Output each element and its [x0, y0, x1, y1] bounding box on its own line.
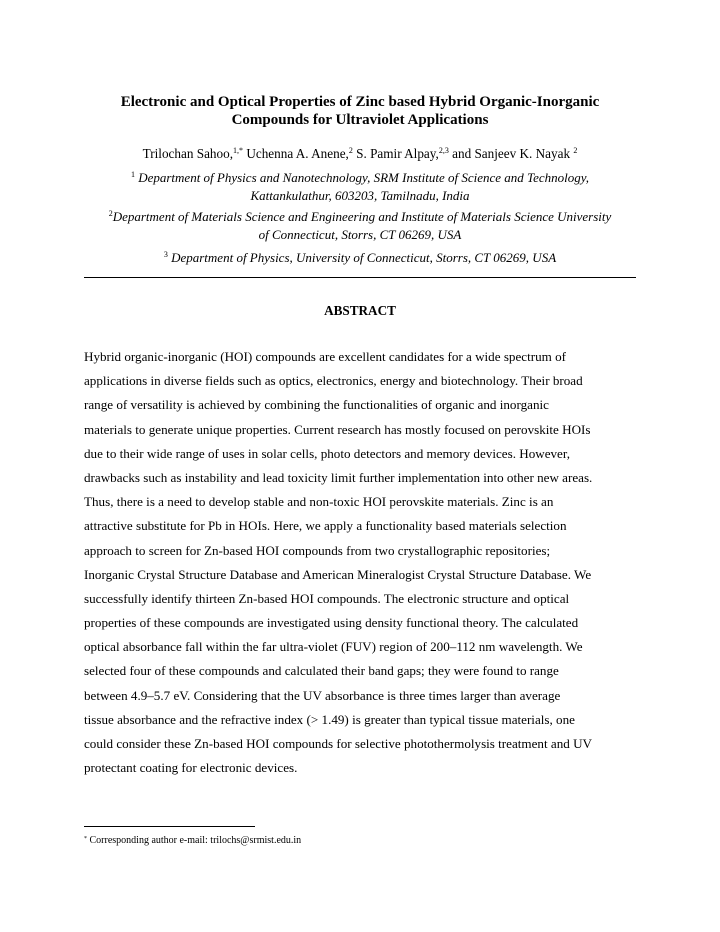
affiliation-mark: 3	[163, 250, 168, 259]
abstract-line: protectant coating for electronic devices.	[84, 760, 298, 776]
abstract-line: selected four of these compounds and calculated their band gaps; they were found to range	[84, 663, 559, 679]
abstract-line: could consider these Zn-based HOI compounds for selective photothermolysis treatment and UV	[84, 736, 592, 751]
abstract-line: due to their wide range of uses in solar cells, photo detectors and memory devices. However,	[84, 445, 570, 461]
author-affiliation-mark: 2	[348, 146, 353, 155]
author-affiliation-mark: 2,3	[438, 146, 449, 155]
author-name: Trilochan Sahoo,	[142, 146, 234, 161]
abstract-line: attractive substitute for Pb in HOIs. Here, we apply a functionality based materials selection	[84, 518, 567, 534]
affiliation-line: of Connecticut, Storrs, CT 06269, USA	[258, 227, 462, 242]
author-name: S. Pamir Alpay,	[356, 146, 439, 161]
footnote-divider	[84, 826, 255, 827]
affiliation-line: Department of Materials Science and Engineering and Institute of Materials Science University	[112, 209, 612, 224]
header-divider	[84, 277, 636, 278]
abstract-body	[84, 349, 644, 784]
author-affiliation-mark: 2	[573, 146, 578, 155]
corresponding-author-footnote	[84, 835, 301, 847]
author-name: Uchenna A. Anene,	[246, 146, 349, 161]
abstract-line: Thus, there is a need to develop stable and non-toxic HOI perovskite materials. Zinc is an	[84, 494, 554, 510]
footnote-text: Corresponding author e-mail: trilochs@srmist.edu.in	[89, 835, 302, 846]
affiliation-line: Department of Physics and Nanotechnology, SRM Institute of Science and Technology,	[138, 170, 590, 185]
abstract-line: optical absorbance fall within the far ultra-violet (FUV) region of 200–112 nm wavelength. We	[84, 639, 583, 655]
affiliation-mark: 1	[130, 170, 135, 179]
abstract-line: applications in diverse fields such as optics, electronics, energy and biotechnology. Their broad	[84, 373, 583, 389]
affiliation-3	[70, 249, 650, 267]
abstract-line: materials to generate unique properties. Current research has mostly focused on perovskite HOIs	[84, 421, 591, 437]
affiliation-line: Kattankulathur, 603203, Tamilnadu, India	[250, 188, 470, 203]
affiliation-line: Department of Physics, University of Connecticut, Storrs, CT 06269, USA	[171, 250, 557, 265]
abstract-line: range of versatility is achieved by combining the functionalities of organic and inorganic	[84, 397, 549, 413]
author-affiliation-mark: 1,*	[233, 146, 244, 155]
title-line: Electronic and Optical Properties of Zinc based Hybrid Organic-Inorganic	[120, 94, 600, 110]
abstract-line: successfully identify thirteen Zn-based HOI compounds. The electronic structure and optical	[84, 590, 570, 606]
affiliation-2	[70, 208, 650, 244]
abstract-line: tissue absorbance and the refractive index (> 1.49) is greater than typical tissue materials, one	[84, 711, 575, 727]
abstract-line: approach to screen for Zn-based HOI compounds from two crystallographic repositories;	[84, 542, 551, 558]
author-name: and Sanjeev K. Nayak	[452, 146, 571, 161]
author-list	[60, 146, 660, 162]
abstract-heading: ABSTRACT	[324, 303, 396, 318]
abstract-line: Inorganic Crystal Structure Database and American Mineralogist Crystal Structure Database. We	[84, 566, 592, 582]
affiliation-mark: 2	[108, 209, 113, 218]
title-line: Compounds for Ultraviolet Applications	[231, 112, 489, 128]
paper-title	[60, 93, 660, 129]
footnote-mark: *	[84, 836, 87, 842]
abstract-line: Hybrid organic-inorganic (HOI) compounds are excellent candidates for a wide spectrum of	[84, 349, 566, 364]
abstract-line: between 4.9–5.7 eV. Considering that the UV absorbance is three times larger than average	[84, 687, 561, 703]
affiliation-1	[70, 169, 650, 205]
abstract-line: properties of these compounds are investigated using density functional theory. The calculated	[84, 615, 579, 631]
abstract-line: drawbacks such as instability and lead toxicity limit further implementation into other new areas.	[84, 469, 593, 485]
